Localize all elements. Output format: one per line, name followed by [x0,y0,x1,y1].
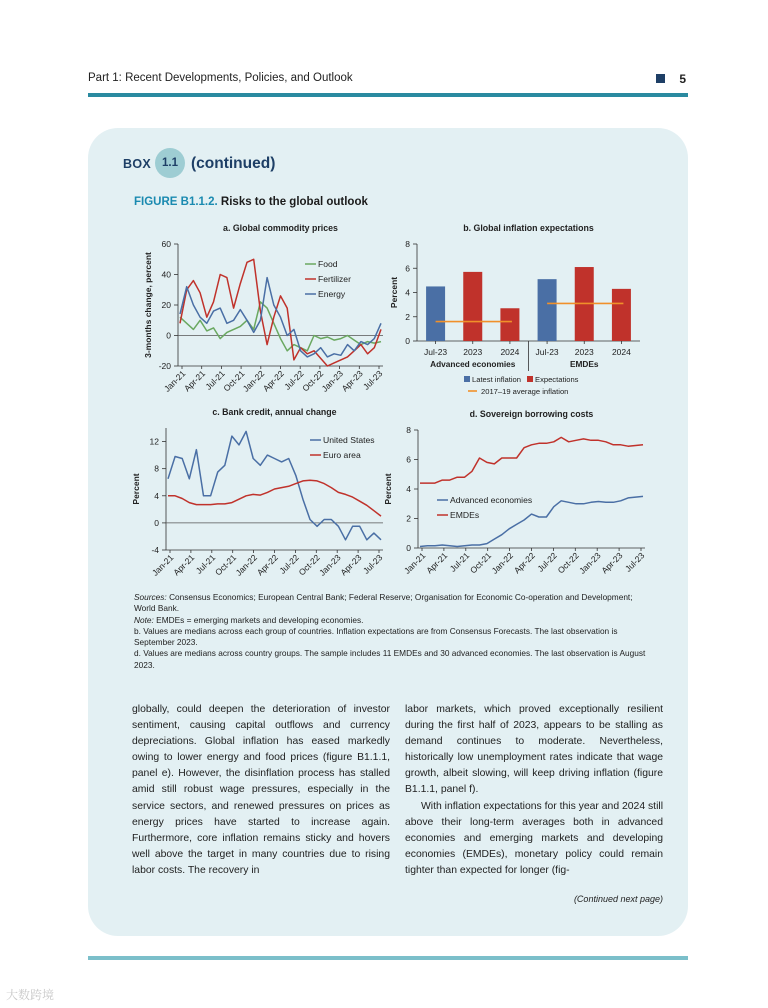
x-tick-label: Apr-23 [338,552,364,578]
continued-next-page: (Continued next page) [573,894,663,904]
x-tick-label: Oct-22 [300,368,326,394]
y-tick-label: 4 [406,484,411,494]
legend-label: United States [323,435,375,445]
bar-expectations [500,308,519,341]
x-tick-label: Jan-23 [319,368,346,394]
chart-title: c. Bank credit, annual change [212,407,337,417]
y-axis-label: Percent [383,473,393,505]
y-tick-label: 4 [405,287,410,298]
x-tick-label: Jul-23 [360,368,385,392]
x-tick-label: Apr-21 [171,552,197,578]
legend-label: Latest inflation [472,375,521,384]
x-tick-label: Jan-22 [240,368,267,394]
legend-label: Advanced economies [450,495,533,505]
y-tick-label: 6 [406,454,411,465]
bar-expectations [463,272,482,341]
series-line-emdes [420,437,643,483]
x-tick-label: 2023 [463,347,483,357]
y-axis-label: Percent [131,473,141,505]
legend-swatch [527,376,533,382]
note-label: Note: [134,614,154,625]
x-tick-label: Jul-23 [360,552,385,576]
figure-notes [134,592,654,671]
legend-swatch [464,376,470,382]
x-tick-label: Apr-23 [339,368,365,394]
sources-label: Sources: [134,592,167,602]
y-tick-label: 12 [149,436,159,447]
group-label: Advanced economies [430,359,516,369]
series-line-energy [180,278,381,357]
x-tick-label: Oct-21 [221,368,247,394]
legend-label: Fertilizer [318,274,351,284]
x-tick-label: 2024 [611,347,631,357]
page-number: 5 [679,72,686,86]
x-tick-label: Jan-21 [161,368,188,394]
x-tick-label: Apr-21 [424,550,450,576]
y-axis-label: 3-months change, percent [143,252,153,358]
x-tick-label: Jul-23 [424,347,448,357]
legend-label: 2017–19 average inflation [481,387,569,396]
group-label: EMDEs [569,359,599,369]
legend-label: Food [318,259,338,269]
x-tick-label: Oct-22 [296,552,322,578]
x-tick-label: Jul-21 [447,550,472,574]
box-number-badge: 1.1 [155,148,185,178]
body-column-left: globally, could deepen the deterioration of investor sentiment, causing capital outflows and currency depreciations. Global inflation has eased markedly owing to lower energy and food prices (figure B1.1.1, panel e). However, the disinflation process has stalled amid still robust wage pressures, especially in the service sectors, and renewed pressures on prices as energy prices have started to increase again. Furthermore, core inflation remains sticky and hovers well above the target in many countries due to rising labor costs. The recovery in [132,704,390,876]
x-tick-label: Jan-23 [317,552,343,578]
x-tick-label: Jan-21 [401,550,428,576]
y-tick-label: 8 [154,463,159,474]
body-paragraph: labor markets, which proved exceptionally resilient during the first half of 2023, appears to be stalling as demand continues to moderate. Nevertheless, historically low unemployment rates indicate that wage growth, albeit slowing, will keep driving inflation (figure B1.1.1, panel f). [405,704,663,796]
x-tick-label: Jan-21 [149,552,176,578]
x-tick-label: Jan-22 [233,552,260,578]
legend-label: EMDEs [450,510,480,520]
y-tick-label: -4 [151,545,159,555]
x-tick-label: Apr-21 [182,368,208,394]
x-tick-label: Jan-22 [489,550,516,576]
bar-latest-inflation [426,286,445,341]
x-tick-label: Oct-21 [468,550,494,576]
body-paragraph: With inflation expectations for this year and 2024 still above their long-term averages both in advanced economies and emerging markets and developing economies (EMDEs), monetary policy could remain tighter than expected for longer (fig- [405,800,663,876]
figure-number: FIGURE B1.1.2. [134,196,218,208]
legend-label: Euro area [323,450,361,460]
series-line-euro-area [168,480,381,516]
y-tick-label: 20 [161,300,171,310]
legend-label: Energy [318,289,346,299]
y-tick-label: 4 [154,490,159,501]
y-tick-label: 0 [405,336,410,346]
y-tick-label: 60 [161,239,171,249]
y-tick-label: 0 [166,330,171,341]
y-tick-label: 0 [406,543,411,553]
note-text: EMDEs = emerging markets and developing economies. [156,614,364,625]
y-tick-label: 2 [406,513,411,524]
x-tick-label: Jul-23 [622,550,647,574]
note-d: d. Values are medians across country groups. The sample includes 11 EMDEs and 30 advanced economies. The last observation is August 2023. [134,648,646,670]
bar-expectations [612,289,631,341]
note-b: b. Values are medians across each group of countries. Inflation expectations are from Consensus Forecasts. The last observation is September 2023. [134,625,618,648]
x-tick-label: Oct-21 [213,552,239,578]
y-tick-label: 6 [405,263,410,274]
header-title: Part 1: Recent Developments, Policies, and Outlook [88,72,353,84]
body-column-right [405,702,663,879]
x-tick-label: Jul-21 [203,368,227,392]
x-tick-label: Apr-22 [260,368,286,394]
x-tick-label: Oct-22 [555,550,581,576]
x-tick-label: Jul-22 [282,368,306,392]
chart-title: d. Sovereign borrowing costs [469,409,594,419]
x-tick-label: Jan-23 [577,550,603,576]
watermark: 大数跨境 [6,988,55,1002]
x-tick-label: Jul-22 [277,552,301,576]
y-tick-label: 8 [405,239,410,249]
y-tick-label: 40 [161,269,171,280]
figure-title: Risks to the global outlook [220,196,368,208]
footer-rule [88,956,688,960]
x-tick-label: Jul-23 [535,347,559,357]
box-continued-label: (continued) [191,155,276,172]
box-label: BOX [123,157,151,171]
x-tick-label: 2024 [500,347,520,357]
y-tick-label: 2 [405,311,410,322]
y-tick-label: -20 [158,361,171,371]
y-tick-label: 0 [154,517,159,528]
bar-latest-inflation [538,279,557,341]
x-tick-label: Apr-23 [599,550,625,576]
x-tick-label: Apr-22 [254,552,280,578]
x-tick-label: 2023 [574,347,594,357]
y-axis-label: Percent [389,276,399,309]
x-tick-label: Jul-21 [193,552,218,576]
chart-title: a. Global commodity prices [223,223,338,233]
chart-title: b. Global inflation expectations [463,223,594,233]
series-line-united-states [168,431,381,539]
sources-text: Consensus Economics; European Central Bank; Federal Reserve; Organisation for Economic Co-operation and Development; World Bank. [134,592,633,614]
legend-label: Expectations [535,375,579,384]
x-tick-label: Apr-22 [511,550,537,576]
y-tick-label: 8 [406,425,411,435]
x-tick-label: Jul-22 [535,550,559,574]
